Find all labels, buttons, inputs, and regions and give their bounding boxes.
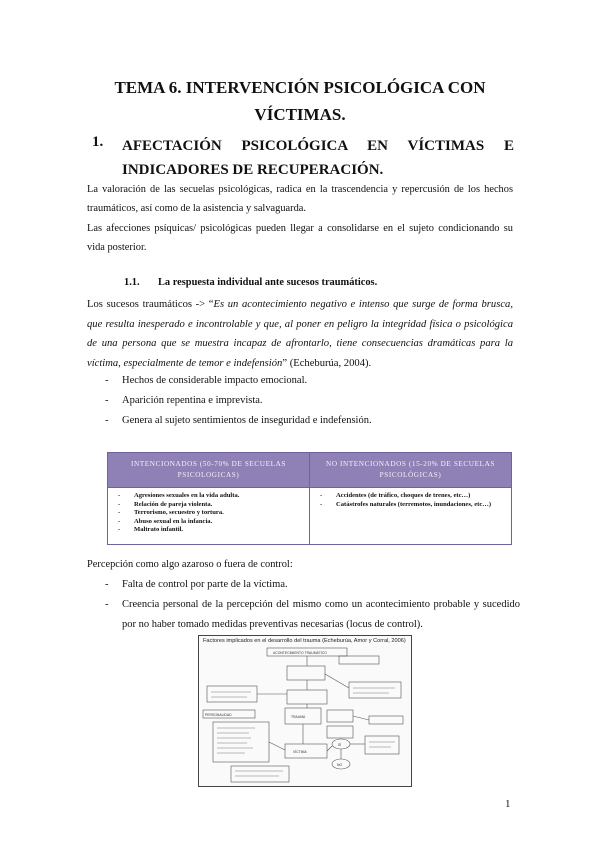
table-header-no-intencionados: NO INTENCIONADOS (15-20% DE SECUELAS PSICOLÓGICAS) xyxy=(310,453,512,488)
box-center-5 xyxy=(327,726,353,738)
traits-list xyxy=(100,371,520,431)
box-bottom-left xyxy=(231,766,289,782)
perception-list xyxy=(100,575,520,635)
table-cell-no-intencionados xyxy=(310,488,512,545)
subsection-number: 1.1. xyxy=(124,277,140,288)
label-personalidad: PERSONALIDAD xyxy=(205,713,232,717)
list-item: - Agresiones sexuales en la vida adulta. xyxy=(114,492,303,501)
definition-paragraph xyxy=(87,295,513,373)
subsection-title: La respuesta individual ante sucesos traumáticos. xyxy=(158,277,378,288)
section-number: 1. xyxy=(92,134,104,150)
list-item: - Creencia personal de la percepción del mismo como un acontecimiento probable y sucedido por no haber tomado medidas preventivas necesarias (locus de control). xyxy=(100,595,520,635)
perception-intro: Percepción como algo azaroso o fuera de control: xyxy=(87,559,293,570)
list-item: - Accidentes (de tráfico, choques de trenes, etc…) xyxy=(316,492,505,501)
label-si: SÍ xyxy=(338,743,342,747)
table-cell-intencionados xyxy=(108,488,310,545)
box-right-3 xyxy=(365,736,399,754)
label-victima: VÍCTIMA xyxy=(293,750,307,754)
box-top-right xyxy=(339,656,379,664)
label-trauma: TRAUMA xyxy=(291,715,306,719)
definition-lead: Los sucesos traumáticos -> “ xyxy=(87,299,214,310)
list-item: - Terrorismo, secuestro y tortura. xyxy=(114,509,303,518)
box-center-4 xyxy=(327,710,353,722)
table-header-intencionados: INTENCIONADOS (50-70% DE SECUELAS PSICOLOGICAS) xyxy=(108,453,310,488)
box-left-1 xyxy=(207,686,257,702)
box-right-2 xyxy=(369,716,403,724)
page-number: 1 xyxy=(505,798,511,810)
list-item: - Relación de pareja violenta. xyxy=(114,501,303,510)
list-item: - Catástrofes naturales (terremotos, inundaciones, etc…) xyxy=(316,501,505,510)
section-heading-line2: INDICADORES DE RECUPERACIÓN. xyxy=(122,162,384,178)
label-no: NO xyxy=(337,763,343,767)
trauma-types-table xyxy=(107,452,512,545)
trauma-factors-figure xyxy=(198,635,412,787)
figure-caption: Factores implicados en el desarrollo del trauma (Echeburúa, Amor y Corral, 2006) xyxy=(203,638,406,644)
box-right-1 xyxy=(349,682,401,698)
paragraph-secuelas: La valoración de las secuelas psicológicas, radica en la trascendencia y repercusión de los hechos traumáticos, así como de la asistencia y salvaguarda. xyxy=(87,184,513,214)
definition-quote: Es un acontecimiento negativo e intenso que surge de forma brusca, que resulta inesperado e incontrolable y que, al poner en peligro la integridad física o psicológica de una persona que se muestra incapaz de afrontarlo, tiene consecuencias dramáticas para la víctima, especialmente de temor e indefensión xyxy=(87,299,513,369)
flow-diagram xyxy=(199,636,411,786)
list-item: - Falta de control por parte de la víctima. xyxy=(100,575,520,595)
definition-citation: ” (Echeburúa, 2004). xyxy=(282,357,372,369)
paragraph-afecciones: Las afecciones psíquicas/ psicológicas pueden llegar a consolidarse en el sujeto condicionando su vida posterior. xyxy=(87,223,513,253)
list-item: - Hechos de considerable impacto emocional. xyxy=(100,371,520,391)
subsection-heading xyxy=(124,277,377,288)
box-center-1 xyxy=(287,666,325,680)
list-item: - Maltrato infantil. xyxy=(114,526,303,535)
list-item: - Genera al sujeto sentimientos de inseguridad e indefensión. xyxy=(100,411,520,431)
box-center-2 xyxy=(287,690,327,704)
label-acontecimiento: ACONTECIMIENTO TRAUMÁTICO xyxy=(273,651,327,655)
section-heading xyxy=(122,134,514,182)
list-item: - Aparición repentina e imprevista. xyxy=(100,391,520,411)
page-title: TEMA 6. INTERVENCIÓN PSICOLÓGICA CON VÍCTIMAS. xyxy=(114,78,486,124)
list-item: - Abuso sexual en la infancia. xyxy=(114,518,303,527)
section-heading-line1: AFECTACIÓN PSICOLÓGICA EN VÍCTIMAS E xyxy=(122,138,514,154)
